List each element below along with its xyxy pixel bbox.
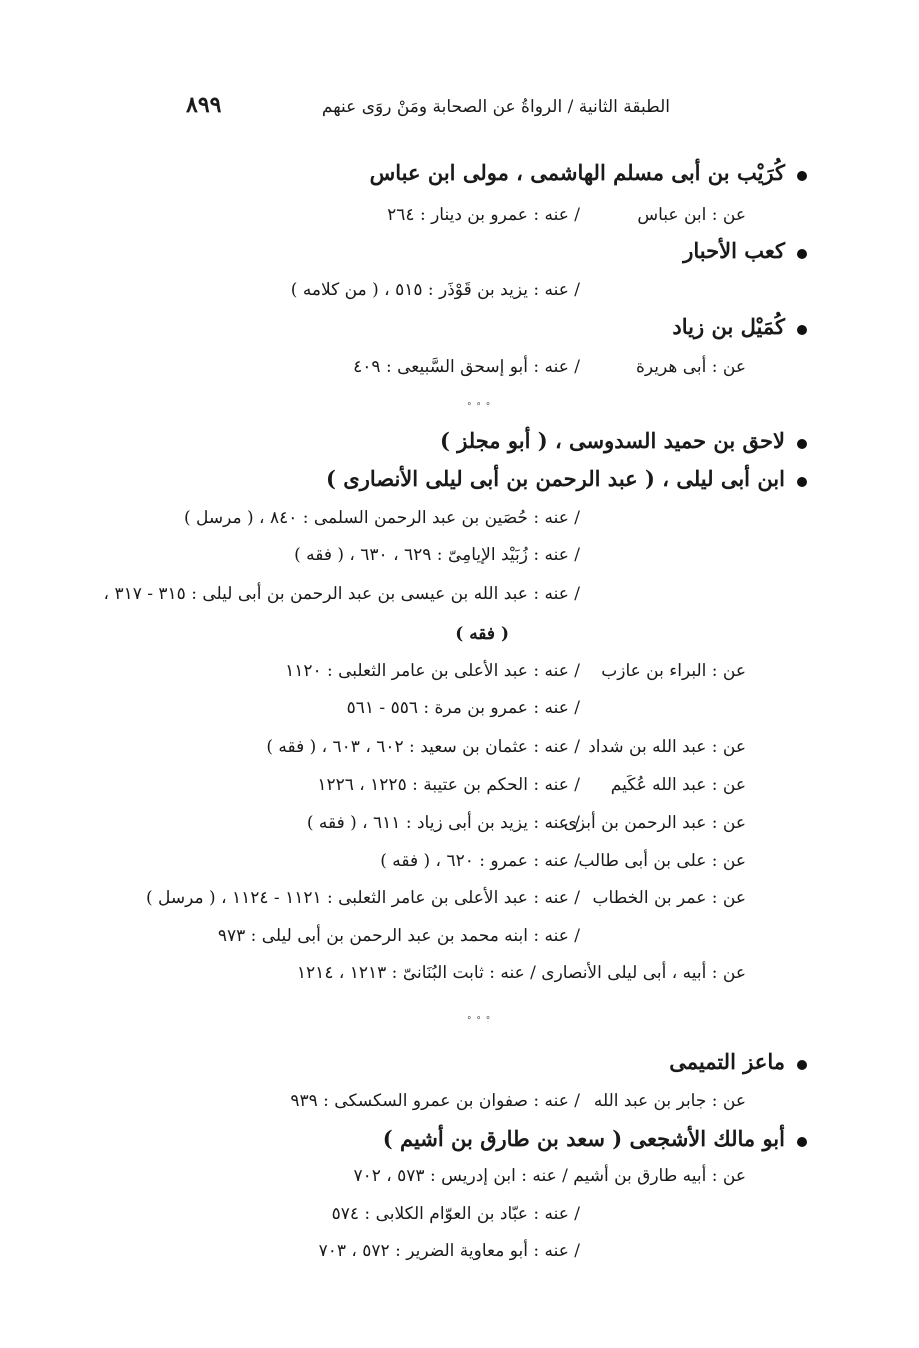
- narrator-name: أبو مالك الأشجعى ( سعد بن طارق بن أشيم ): [382, 1126, 785, 1151]
- bullet-icon: [797, 249, 807, 259]
- from-text: عن : ابن عباس: [637, 205, 746, 225]
- entry-heading: [440, 428, 807, 453]
- from-text: عن : عبد الله بن شداد: [588, 737, 746, 757]
- entry-heading: [683, 238, 807, 263]
- by-text: / عنه : الحكم بن عتيبة : ١٢٢٥ ، ١٢٢٦: [317, 775, 580, 795]
- bullet-icon: [797, 1137, 807, 1147]
- bullet-icon: [797, 477, 807, 487]
- from-text: عن : عبد الرحمن بن أبزى: [563, 813, 746, 833]
- section-separator: ° ° °: [467, 1016, 492, 1026]
- note-text: ( فقه ): [455, 624, 509, 644]
- by-text: / عنه : زُبَيْد الإيامِىّ : ٦٢٩ ، ٦٣٠ ، ( فقه ): [294, 545, 580, 565]
- narrator-name: ماعز التميمى: [669, 1049, 785, 1074]
- by-text: / عنه : ابنه محمد بن عبد الرحمن بن أبى ليلى : ٩٧٣: [217, 926, 580, 946]
- page-number: ٨٩٩: [186, 92, 222, 118]
- entry-heading: [370, 160, 807, 185]
- running-header: الطبقة الثانية / الرواةُ عن الصحابة ومَنْ روَى عنهم: [321, 97, 670, 117]
- by-text: / عنه : عبّاد بن العوّام الكلابى : ٥٧٤: [331, 1204, 580, 1224]
- entry-heading: [383, 1126, 807, 1151]
- bullet-icon: [797, 325, 807, 335]
- from-text: عن : البراء بن عازب: [601, 661, 746, 681]
- by-text: / عنه : عثمان بن سعيد : ٦٠٢ ، ٦٠٣ ، ( فقه ): [266, 737, 580, 757]
- bullet-icon: [797, 171, 807, 181]
- narrator-name: لاحق بن حميد السدوسى ، ( أبو مجلز ): [439, 428, 785, 453]
- bullet-icon: [797, 1060, 807, 1070]
- by-text: / عنه : عبد الأعلى بن عامر الثعلبى : ١١٢٠: [285, 661, 580, 681]
- by-text: / عنه : حُصَين بن عبد الرحمن السلمى : ٨٤٠ ، ( مرسل ): [183, 508, 580, 528]
- section-separator: ° ° °: [467, 402, 492, 412]
- entry-heading: [669, 1049, 807, 1074]
- entry-heading: [326, 466, 807, 491]
- by-text: / عنه : عبد الأعلى بن عامر الثعلبى : ١١٢١ - ١١٢٤ ، ( مرسل ): [145, 888, 580, 908]
- from-text: عن : عبد الله عُكَيم: [610, 775, 746, 795]
- from-text: عن : أبى هريرة: [635, 357, 746, 377]
- from-text: عن : عمر بن الخطاب: [592, 888, 746, 908]
- from-text: عن : على بن أبى طالب: [578, 851, 746, 871]
- by-text: / عنه : عمرو : ٦٢٠ ، ( فقه ): [380, 851, 580, 871]
- narrator-name: كُرَيْب بن أبى مسلم الهاشمى ، مولى ابن عباس: [369, 160, 785, 185]
- by-text: / عنه : أبو معاوية الضرير : ٥٧٢ ، ٧٠٣: [318, 1241, 580, 1261]
- by-text: / عنه : يزيد بن قَوْذَر : ٥١٥ ، ( من كلامه ): [290, 280, 580, 300]
- by-text: / عنه : عبد الله بن عيسى بن عبد الرحمن بن أبى ليلى : ٣١٥ - ٣١٧ ،: [103, 584, 580, 604]
- from-text: عن : جابر بن عبد الله: [593, 1091, 746, 1111]
- from-by-text: عن : أبيه ، أبى ليلى الأنصارى / عنه : ثابت البُنَانىّ : ١٢١٣ ، ١٢١٤: [296, 963, 746, 983]
- narrator-name: كُمَيْل بن زياد: [672, 314, 785, 339]
- bullet-icon: [797, 439, 807, 449]
- by-text: / عنه : يزيد بن أبى زياد : ٦١١ ، ( فقه ): [306, 813, 580, 833]
- from-by-text: عن : أبيه طارق بن أشيم / عنه : ابن إدريس : ٥٧٣ ، ٧٠٢: [353, 1166, 746, 1186]
- by-text: / عنه : أبو إسحق السَّبيعى : ٤٠٩: [353, 357, 580, 377]
- narrator-name: كعب الأحبار: [683, 238, 785, 263]
- narrator-name: ابن أبى ليلى ، ( عبد الرحمن بن أبى ليلى الأنصارى ): [326, 466, 785, 491]
- entry-heading: [672, 314, 807, 339]
- by-text: / عنه : صفوان بن عمرو السكسكى : ٩٣٩: [290, 1091, 580, 1111]
- by-text: / عنه : عمرو بن مرة : ٥٥٦ - ٥٦١: [346, 698, 580, 718]
- by-text: / عنه : عمرو بن دينار : ٢٦٤: [387, 205, 580, 225]
